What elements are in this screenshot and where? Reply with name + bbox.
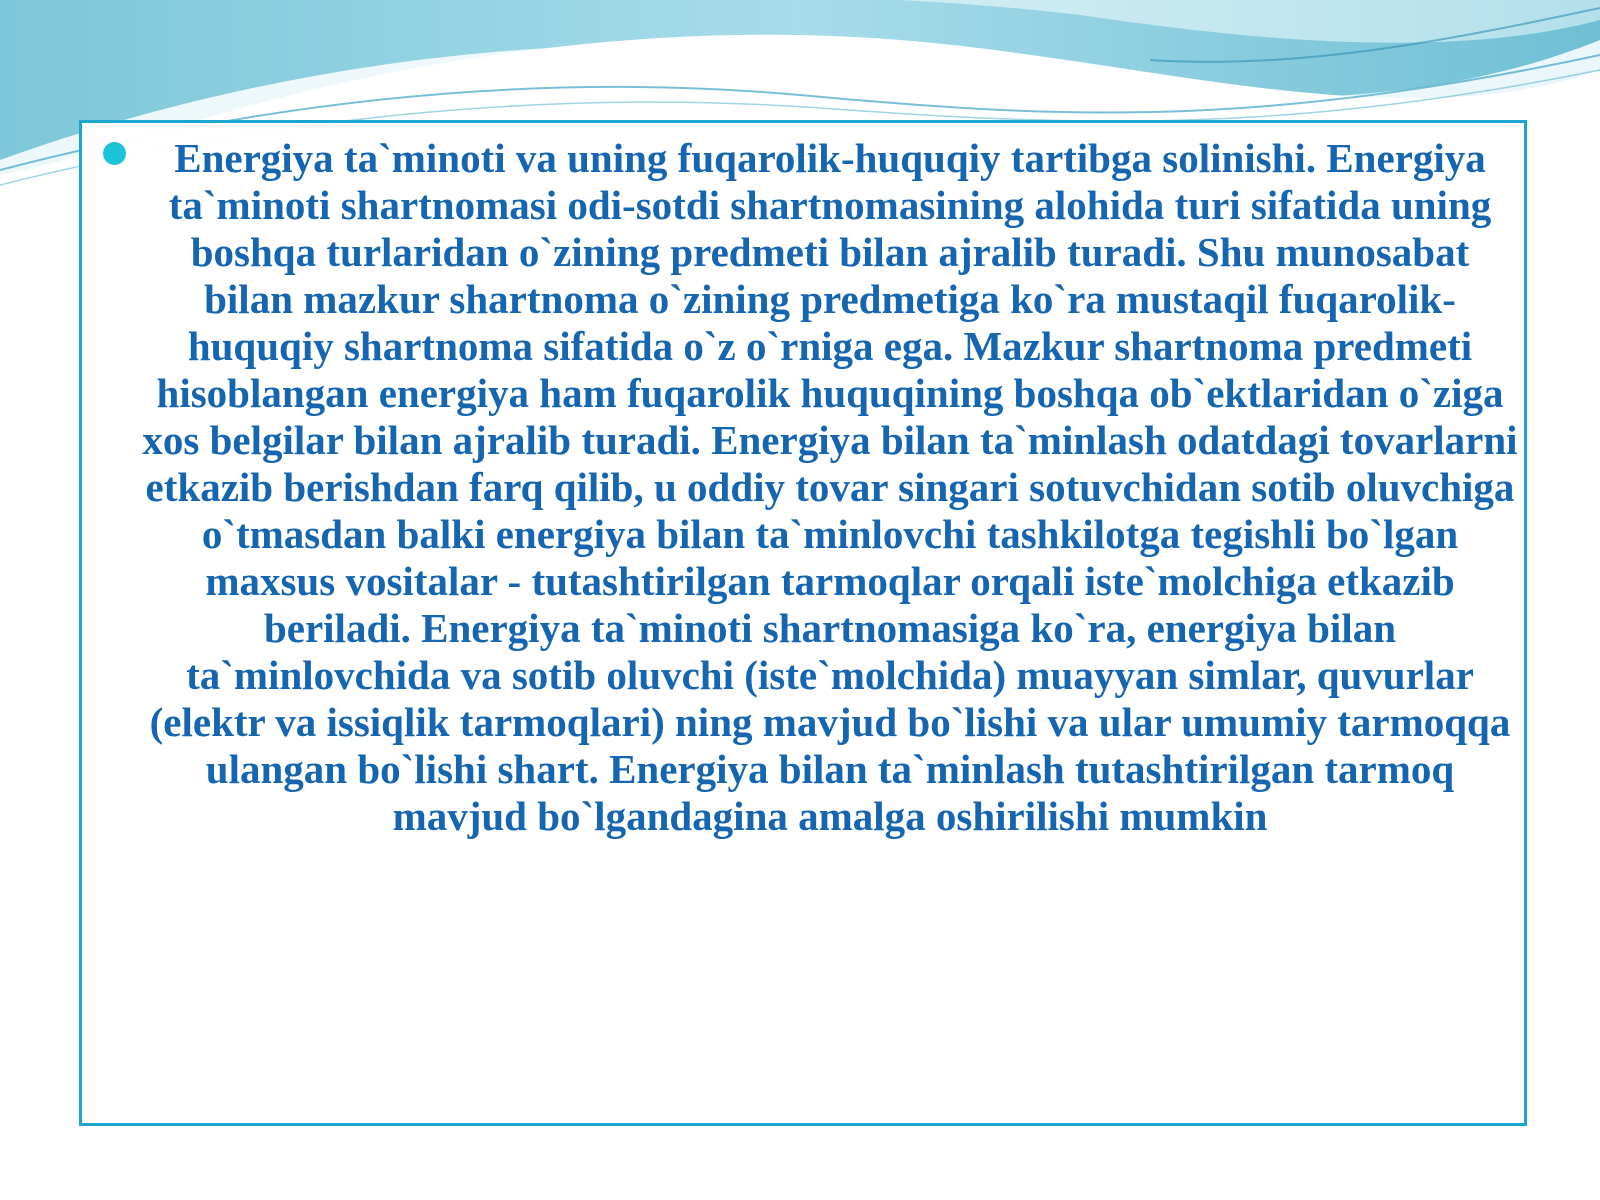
body-paragraph: Energiya ta`minoti va uning fuqarolik-huquqiy tartibga solinishi. Energiya ta`minoti shartnomasi odi-sotdi shartnomasining alohida turi sifatida uning boshqa turlaridan o`zining predmeti bilan ajralib turadi. Shu munosabat bilan mazkur shartnoma o`zining predmetiga ko`ra mustaqil fuqarolik-huquqiy shartnoma sifatida o`z o`rniga ega. Mazkur shartnoma predmeti hisoblangan energiya ham fuqarolik huquqining boshqa ob`ektlaridan o`ziga xos belgilar bilan ajralib turadi. Energiya bilan ta`minlash odatdagi tovarlarni etkazib berishdan farq qilib, u oddiy tovar singari sotuvchidan sotib oluvchiga o`tmasdan balki energiya bilan ta`minlovchi tashkilotga tegishli bo`lgan maxsus vositalar - tutashtirilgan tarmoqlar orqali iste`molchiga etkazib beriladi. Energiya ta`minoti shartnomasiga ko`ra, energiya bilan ta`minlovchida va sotib oluvchi (iste`molchida) muayyan simlar, quvurlar (elektr va issiqlik tarmoqlari) ning mavjud bo`lishi va ular umumiy tarmoqqa ulangan bo`lishi shart. Energiya bilan ta`minlash tutashtirilgan tarmoq mavjud bo`lgandagina amalga oshirilishi mumkin <box>142 135 1518 839</box>
content-box <box>79 120 1527 1126</box>
bullet-dot <box>103 142 126 165</box>
